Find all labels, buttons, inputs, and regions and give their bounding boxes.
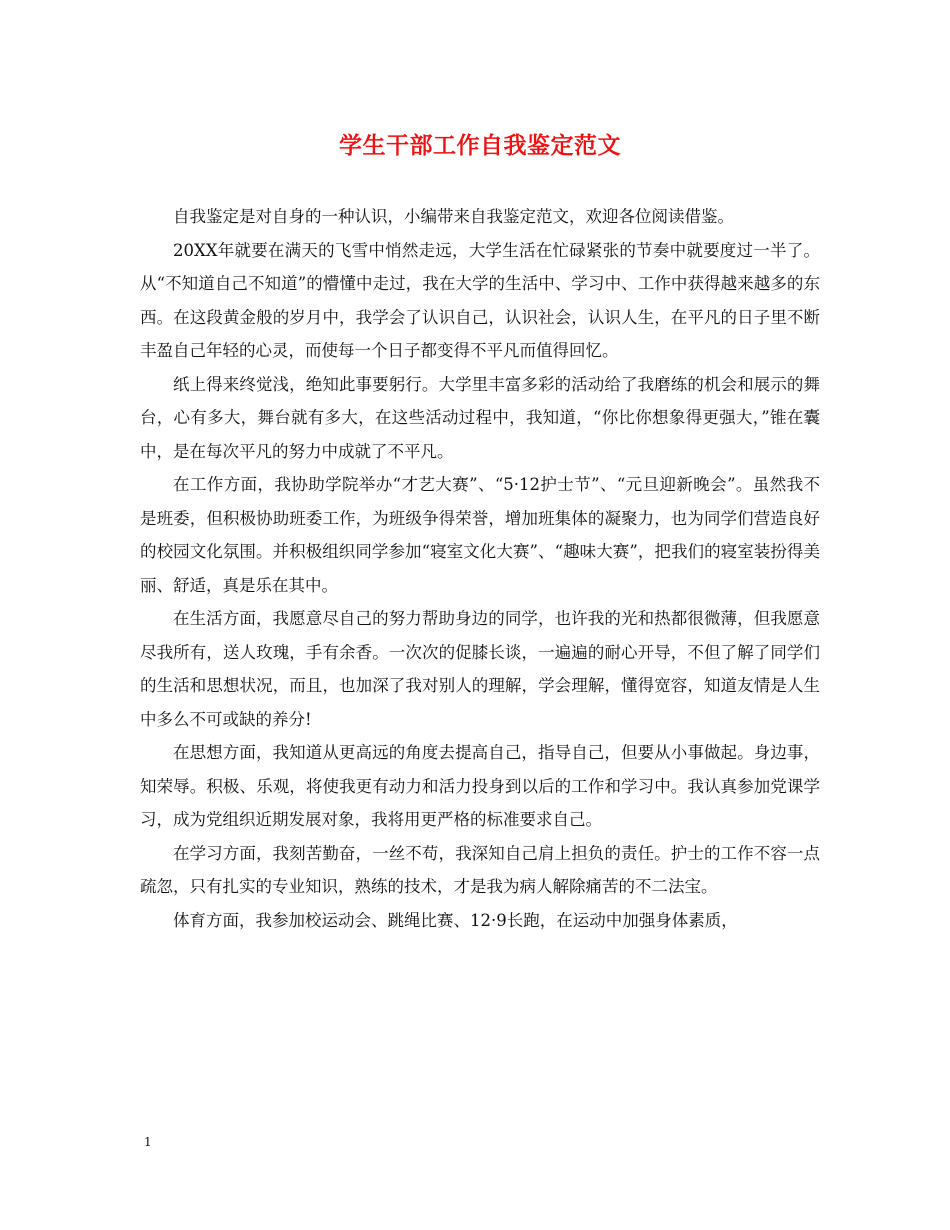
document-body <box>140 200 820 937</box>
paragraph-year-review: 20XX年就要在满天的飞雪中悄然走远，大学生活在忙碌紧张的节奏中就要度过一半了。从“不知道自己不知道”的懵懂中走过，我在大学的生活中、学习中、工作中获得越来越多的东西。在这段黄金般的岁月中，我学会了认识自己，认识社会，认识人生，在平凡的日子里不断丰盈自己年轻的心灵，而使每一个日子都变得不平凡而值得回忆。 <box>140 240 820 360</box>
paragraph-work: 在工作方面，我协助学院举办“才艺大赛”、“5·12护士节”、“元旦迎新晚会”。虽然我不是班委，但积极协助班委工作，为班级争得荣誉，增加班集体的凝聚力，也为同学们营造良好的校园文化氛围。并积极组织同学参加“寝室文化大赛”、“趣味大赛”，把我们的寝室装扮得美丽、舒适，真是乐在其中。 <box>140 475 820 595</box>
paragraph-life: 在生活方面，我愿意尽自己的努力帮助身边的同学，也许我的光和热都很微薄，但我愿意尽我所有，送人玫瑰，手有余香。一次次的促膝长谈，一遍遍的耐心开导，不但了解了同学们的生活和思想状况，而且，也加深了我对别人的理解，学会理解，懂得宽容，知道友情是人生中多么不可或缺的养分! <box>140 609 820 729</box>
paragraph-study: 在学习方面，我刻苦勤奋，一丝不苟，我深知自己肩上担负的责任。护士的工作不容一点疏忽，只有扎实的专业知识，熟练的技术，才是我为病人解除痛苦的不二法宝。 <box>140 843 820 896</box>
document-title: 学生干部工作自我鉴定范文 <box>339 132 621 159</box>
paragraph-intro: 自我鉴定是对自身的一种认识，小编带来自我鉴定范文，欢迎各位阅读借鉴。 <box>173 207 734 226</box>
page-number: 1 <box>144 1135 152 1149</box>
paragraph-thought: 在思想方面，我知道从更高远的角度去提高自己，指导自己，但要从小事做起。身边事，知荣辱。积极、乐观，将使我更有动力和活力投身到以后的工作和学习中。我认真参加党课学习，成为党组织近期发展对象，我将用更严格的标准要求自己。 <box>140 743 820 829</box>
paragraph-practice: 纸上得来终觉浅，绝知此事要躬行。大学里丰富多彩的活动给了我磨练的机会和展示的舞台，心有多大，舞台就有多大，在这些活动过程中，我知道，“你比你想象得更强大，”锥在囊中，是在每次平凡的努力中成就了不平凡。 <box>140 374 820 461</box>
paragraph-sports: 体育方面，我参加校运动会、跳绳比赛、12·9长跑，在运动中加强身体素质， <box>173 910 738 930</box>
